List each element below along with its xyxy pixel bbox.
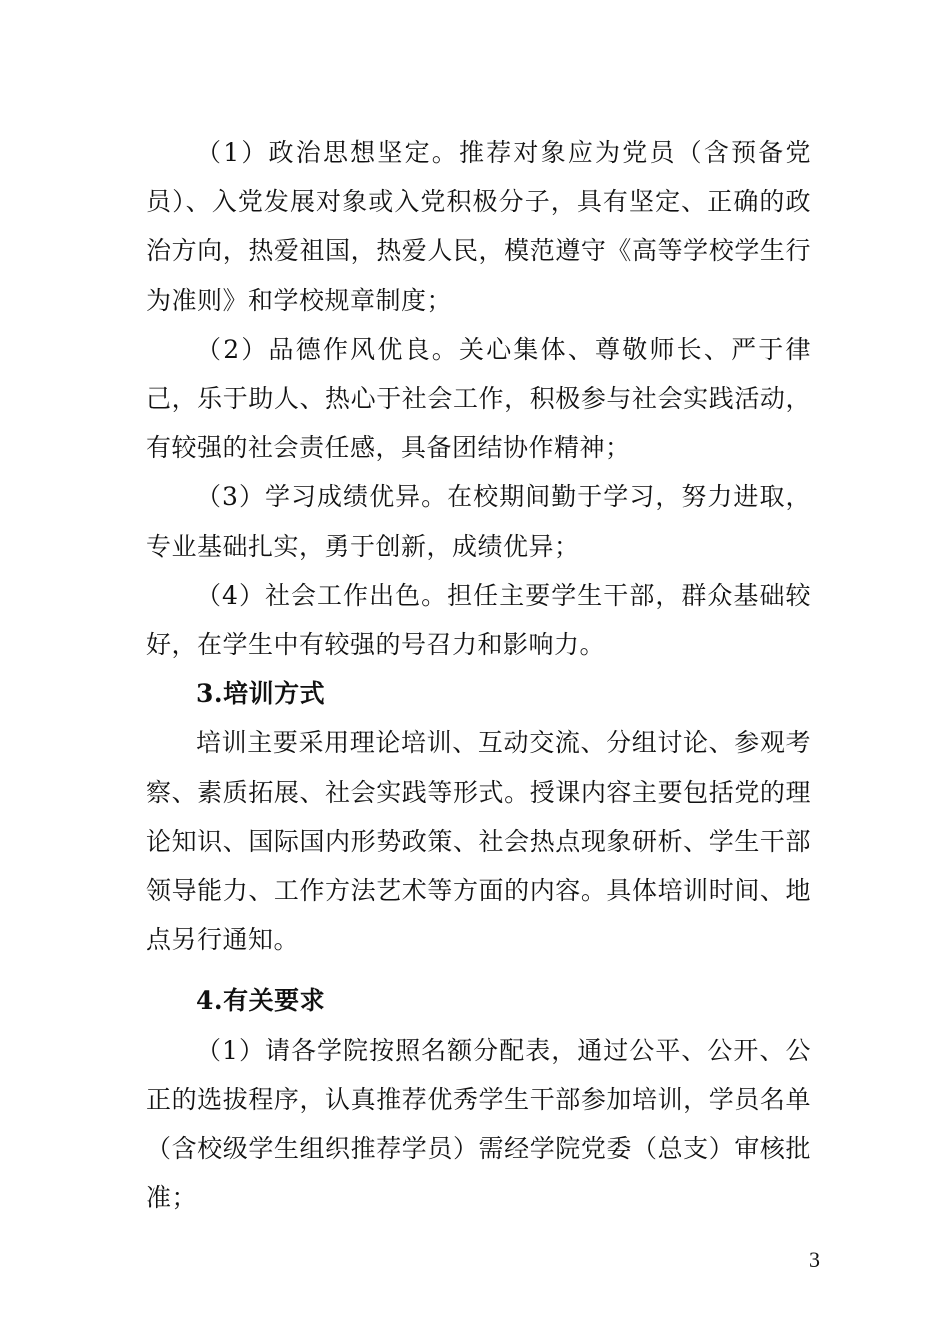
section-heading-requirements: 4.有关要求 [196, 986, 326, 1016]
criteria-item-4: （4）社会工作出色。担任主要学生干部，群众基础较好，在学生中有较强的号召力和影响力。 [146, 580, 811, 660]
section-heading-training-method: 3.培训方式 [196, 679, 326, 709]
criteria-item-1: （1）政治思想坚定。推荐对象应为党员（含预备党员）、入党发展对象或入党积极分子，具有坚定、正确的政治方向，热爱祖国，热爱人民，模范遵守《高等学校学生行为准则》和学校规章制度； [146, 138, 811, 315]
document-body [146, 128, 811, 1222]
requirement-item-1: （1）请各学院按照名额分配表，通过公平、公开、公正的选拔程序，认真推荐优秀学生干部参加培训，学员名单（含校级学生组织推荐学员）需经学院党委（总支）审核批准； [146, 1035, 811, 1213]
training-method-paragraph: 培训主要采用理论培训、互动交流、分组讨论、参观考察、素质拓展、社会实践等形式。授课内容主要包括党的理论知识、国际国内形势政策、社会热点现象研析、学生干部领导能力、工作方法艺术等方面的内容。具体培训时间、地点另行通知。 [146, 728, 811, 955]
section-spacer [146, 964, 811, 976]
criteria-item-3: （3）学习成绩优异。在校期间勤于学习，努力进取，专业基础扎实，勇于创新，成绩优异； [146, 482, 811, 561]
criteria-item-2: （2）品德作风优良。关心集体、尊敬师长、严于律己，乐于助人、热心于社会工作，积极参与社会实践活动，有较强的社会责任感，具备团结协作精神； [146, 334, 811, 463]
page-number: 3 [809, 1247, 820, 1272]
